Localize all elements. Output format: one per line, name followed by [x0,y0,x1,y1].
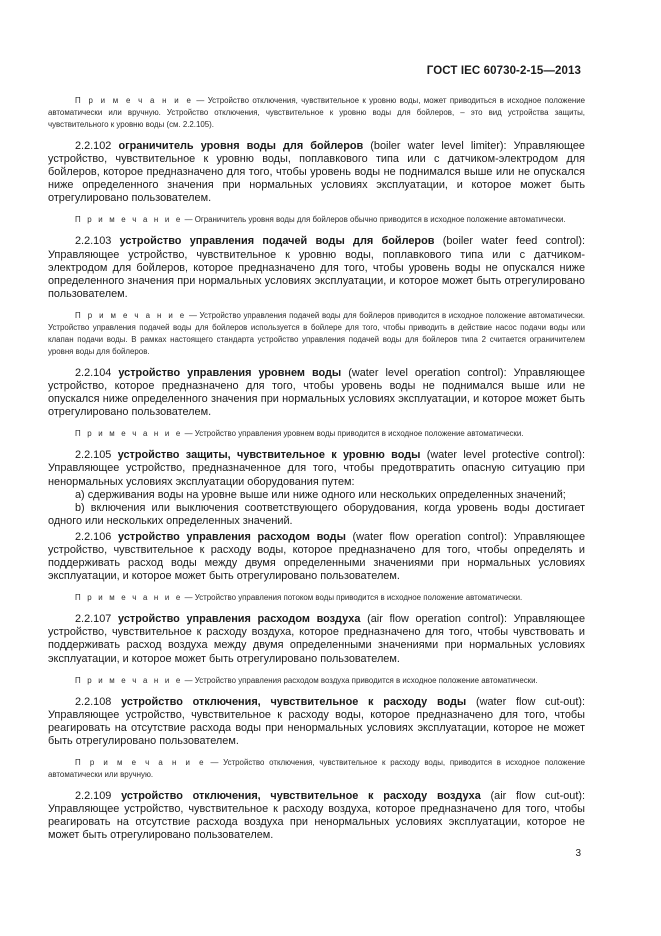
note-label: П р и м е ч а н и е [75,675,183,685]
clause-number: 2.2.108 [75,695,112,708]
definition-paragraph [48,367,585,419]
note-text: — Устройство управления уровнем воды приводится в исходное положение автоматически. [182,429,524,439]
page-body [48,95,585,851]
note-paragraph [48,428,585,440]
term-title: устройство защиты, чувствительное к уровню воды [117,449,421,462]
definition-paragraph [48,696,585,748]
note-label: П р и м е ч а н и е [75,215,183,225]
note-label: П р и м е ч а н и е [75,310,187,320]
clause-number: 2.2.103 [75,235,112,248]
definition-paragraph [48,140,585,205]
note-paragraph [48,95,585,131]
definition-text: (boiler water feed control): Управляющее устройство, чувствительное к уровню воды, поплавкового типа или с датчиком-электродом для бойлеров, которое предназначено для того, чтобы уровень воды не опускался ниже определенного значения при нормальных условиях эксплуатации, и которое может быть отрегулировано пользователем. [48,235,585,300]
note-text: — Устройство управления подачей воды для бойлеров приводится в исходное положение автоматически. Устройство управления подачей воды для бойлеров используется в бойлере для того, чтобы приводить в действие насос подачи воды или клапан подачи воды. В рамках настоящего стандарта устройство управления подачей воды для бойлеров типа 2 считается ограничителем уровня воды для бойлеров. [48,310,586,356]
note-paragraph [48,310,585,358]
clause-number: 2.2.107 [75,613,112,626]
term-title: устройство управления расходом воды [118,530,346,543]
list-item [48,489,585,502]
definition-text: (water level operation control): Управляющее устройство, которое предназначено для того, чтобы уровень воды не поднимался выше или не опускался ниже определенного значения при нормальных условиях эксплуатации, и которое может быть отрегулировано пользователем. [48,366,586,419]
definition-paragraph [48,235,585,300]
term-title: устройство отключения, чувствительное к расходу воды [121,695,467,708]
definition-text: (water level protective control): Управляющее устройство, предназначенное для того, чтобы предотвратить опасную ситуацию при ненормальных условиях эксплуатации оборудования путем: [48,449,585,488]
note-label: П р и м е ч а н и е [75,758,206,767]
note-label: П р и м е ч а н и е [75,593,183,603]
definition-text: (water flow cut-out): Управляющее устройство, чувствительное к расходу воды, которое предназначено для того, чтобы реагировать на отсутствие расхода воды при ненормальных условиях эксплуатации, которое не может быть отрегулировано пользователем. [48,695,586,747]
page-number: 3 [575,848,581,859]
definition-text: (air flow operation control): Управляющее устройство, чувствительное к расходу воздуха, которое предназначено для того, чтобы чувствовать и поддерживать расход воздуха между двумя определенными значениями при нормальных условиях эксплуатации, и которое может быть отрегулировано пользователем. [48,613,586,665]
note-text: — Устройство управления расходом воздуха приводится в исходное положение автоматически. [182,675,538,685]
note-text: — Ограничитель уровня воды для бойлеров обычно приводится в исходное положение автоматически. [182,215,566,225]
list-item-text: b) включения или выключения соответствующего оборудования, когда уровень воды достигает одного или нескольких определенных значений. [48,501,585,527]
list-item-text: a) сдерживания воды на уровне выше или ниже одного или нескольких определенных значений; [75,488,566,501]
document-id-header: ГОСТ IEC 60730-2-15—2013 [426,65,581,77]
definition-text: (water flow operation control): Управляющее устройство, чувствительное к расходу воды, которое предназначено для того, чтобы определять и поддерживать расход воды между двумя определенными значениями при нормальных условиях эксплуатации, и которое может быть отрегулировано пользователем. [48,530,586,583]
note-text: — Устройство отключения, чувствительное к расходу воды, приводится в исходное положение автоматически или вручную. [48,758,585,779]
clause-number: 2.2.104 [75,366,112,379]
definition-text: (boiler water level limiter): Управляющее устройство, чувствительное к уровню воды, поплавкового типа или с датчиком-электродом для бойлеров, которое предназначено для того, чтобы уровень воды не поднимался выше или не опускался ниже определенного значения при нормальных условиях эксплуатации, и которое может быть отрегулировано пользователем. [48,140,585,205]
clause-number: 2.2.102 [75,140,112,152]
note-label: П р и м е ч а н и е [75,96,194,105]
term-title: устройство управления расходом воздуха [118,613,361,626]
definition-text: (air flow cut-out): Управляющее устройство, чувствительное к расходу воздуха, которое предназначено для того, чтобы реагировать на отсутствие расхода воздуха при ненормальных условиях эксплуатации, которое не может быть отрегулировано пользователем. [48,790,586,842]
note-paragraph [48,592,585,604]
definition-paragraph [48,790,585,842]
term-title: устройство отключения, чувствительное к расходу воздуха [121,790,481,802]
term-title: устройство управления подачей воды для бойлеров [119,235,435,248]
definition-paragraph [48,449,585,488]
definition-paragraph [48,613,585,665]
note-label: П р и м е ч а н и е [75,429,183,439]
list-item [48,502,585,528]
clause-number: 2.2.105 [75,449,112,462]
note-text: — Устройство управления потоком воды приводится в исходное положение автоматически. [182,593,523,603]
clause-number: 2.2.109 [75,790,112,802]
definition-paragraph [48,531,585,583]
term-title: ограничитель уровня воды для бойлеров [118,140,364,152]
note-text: — Устройство отключения, чувствительное к уровню воды, может приводиться в исходное положение автоматически или вручную. Устройство отключения, чувствительное к уровню воды для бойлеров, – это вид устройства защиты, чувствительного к уровню воды (см. 2.2.105). [48,96,586,129]
clause-number: 2.2.106 [75,530,112,543]
note-paragraph [48,675,585,687]
term-title: устройство управления уровнем воды [118,366,342,379]
note-paragraph [48,214,585,226]
note-paragraph [48,757,585,781]
